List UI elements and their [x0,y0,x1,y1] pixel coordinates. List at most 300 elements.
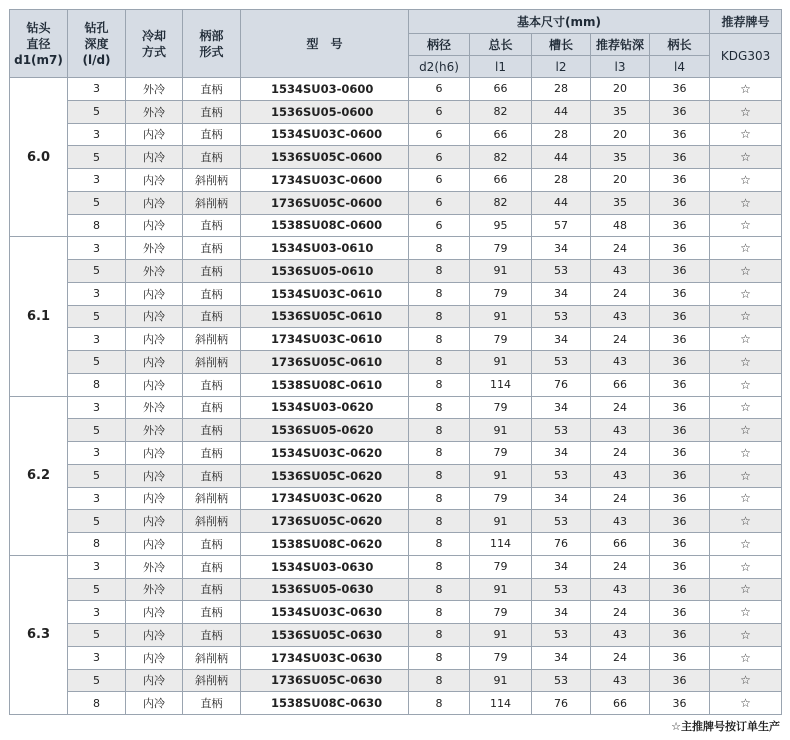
cell-model: 1534SU03C-0620 [241,442,409,465]
cell-l4: 36 [650,237,710,260]
header-diameter-line1: 钻头 [26,20,51,35]
table-row [10,442,782,465]
header-diameter-line3: d1(m7) [14,52,63,67]
cell-d2: 8 [409,237,470,260]
cell-cooling: 内冷 [126,487,183,510]
cell-grade-star: ☆ [710,578,782,601]
cell-l1: 82 [470,100,532,123]
table-row [10,169,782,192]
cell-depth: 5 [68,510,126,533]
cell-model: 1736SU05C-0630 [241,669,409,692]
cell-l2: 53 [532,419,591,442]
cell-depth: 5 [68,419,126,442]
header-sym-l1: l1 [470,56,532,78]
cell-model: 1538SU08C-0610 [241,373,409,396]
cell-l3: 20 [591,123,650,146]
cell-shank-type: 直柄 [183,305,241,328]
cell-grade-star: ☆ [710,123,782,146]
cell-l1: 79 [470,442,532,465]
cell-cooling: 内冷 [126,646,183,669]
header-dim-flute-length: 槽长 [532,34,591,56]
cell-l3: 43 [591,624,650,647]
cell-grade-star: ☆ [710,487,782,510]
cell-cooling: 内冷 [126,146,183,169]
cell-l2: 34 [532,282,591,305]
cell-shank-type: 直柄 [183,282,241,305]
cell-depth: 5 [68,624,126,647]
header-diameter-line2: 直径 [26,36,51,51]
cell-d2: 8 [409,533,470,556]
cell-shank-type: 斜削柄 [183,169,241,192]
cell-l4: 36 [650,373,710,396]
header-model: 型 号 [241,10,409,78]
cell-model: 1534SU03C-0600 [241,123,409,146]
table-row [10,578,782,601]
header-sym-l2: l2 [532,56,591,78]
cell-shank-type: 直柄 [183,78,241,101]
cell-l3: 66 [591,533,650,556]
cell-d2: 8 [409,419,470,442]
cell-d2: 8 [409,646,470,669]
cell-l1: 114 [470,373,532,396]
cell-cooling: 外冷 [126,578,183,601]
table-row [10,464,782,487]
table-row [10,510,782,533]
cell-l3: 43 [591,669,650,692]
header-dim-shank-length: 柄长 [650,34,710,56]
cell-l2: 53 [532,260,591,283]
cell-cooling: 内冷 [126,669,183,692]
cell-l4: 36 [650,555,710,578]
cell-l4: 36 [650,669,710,692]
cell-cooling: 外冷 [126,237,183,260]
cell-l3: 24 [591,237,650,260]
cell-l1: 79 [470,646,532,669]
cell-l2: 34 [532,396,591,419]
cell-l4: 36 [650,351,710,374]
cell-l2: 34 [532,442,591,465]
cell-l4: 36 [650,214,710,237]
cell-model: 1736SU05C-0620 [241,510,409,533]
header-basic-dims: 基本尺寸(mm) [409,10,710,34]
cell-shank-type: 直柄 [183,123,241,146]
cell-l1: 82 [470,191,532,214]
header-sym-l3: l3 [591,56,650,78]
cell-grade-star: ☆ [710,442,782,465]
cell-l4: 36 [650,396,710,419]
cell-l4: 36 [650,419,710,442]
cell-l4: 36 [650,328,710,351]
cell-cooling: 内冷 [126,191,183,214]
cell-model: 1534SU03C-0630 [241,601,409,624]
header-dim-shank-dia: 柄径 [409,34,470,56]
cell-cooling: 内冷 [126,328,183,351]
cell-l2: 53 [532,510,591,533]
header-grade: KDG303 [710,34,782,78]
cell-cooling: 内冷 [126,282,183,305]
table-row [10,305,782,328]
cell-d2: 8 [409,305,470,328]
cell-l3: 35 [591,100,650,123]
cell-model: 1534SU03-0620 [241,396,409,419]
cell-grade-star: ☆ [710,510,782,533]
cell-shank-type: 直柄 [183,555,241,578]
cell-depth: 3 [68,646,126,669]
cell-l3: 24 [591,328,650,351]
cell-l1: 82 [470,146,532,169]
cell-cooling: 外冷 [126,555,183,578]
cell-l1: 91 [470,260,532,283]
cell-depth: 5 [68,191,126,214]
cell-shank-type: 直柄 [183,214,241,237]
header-cooling-line1: 冷却 [141,28,166,43]
cell-l1: 79 [470,601,532,624]
cell-l2: 28 [532,169,591,192]
cell-l4: 36 [650,123,710,146]
cell-l1: 91 [470,351,532,374]
cell-depth: 5 [68,305,126,328]
cell-model: 1536SU05-0610 [241,260,409,283]
cell-cooling: 外冷 [126,396,183,419]
cell-depth: 5 [68,669,126,692]
cell-l1: 91 [470,419,532,442]
cell-model: 1734SU03C-0630 [241,646,409,669]
cell-l4: 36 [650,624,710,647]
cell-depth: 8 [68,692,126,715]
cell-shank-type: 直柄 [183,464,241,487]
cell-l2: 53 [532,464,591,487]
cell-l1: 79 [470,396,532,419]
cell-l2: 28 [532,123,591,146]
table-row [10,146,782,169]
header-shank-line2: 形式 [199,44,224,59]
table-row [10,669,782,692]
cell-l2: 34 [532,328,591,351]
cell-l2: 53 [532,305,591,328]
cell-shank-type: 直柄 [183,100,241,123]
drill-spec-table [9,9,782,715]
cell-diameter-group: 6.1 [10,237,68,396]
cell-d2: 8 [409,260,470,283]
cell-d2: 8 [409,578,470,601]
cell-cooling: 内冷 [126,351,183,374]
cell-l4: 36 [650,442,710,465]
cell-cooling: 外冷 [126,260,183,283]
cell-d2: 6 [409,214,470,237]
cell-grade-star: ☆ [710,692,782,715]
cell-l2: 28 [532,78,591,101]
cell-depth: 3 [68,555,126,578]
table-header [10,10,782,78]
cell-l4: 36 [650,260,710,283]
cell-l3: 24 [591,646,650,669]
table-row [10,123,782,146]
cell-cooling: 内冷 [126,305,183,328]
cell-l4: 36 [650,146,710,169]
cell-depth: 3 [68,78,126,101]
cell-d2: 8 [409,487,470,510]
cell-l4: 36 [650,169,710,192]
table-row [10,533,782,556]
cell-model: 1736SU05C-0610 [241,351,409,374]
header-depth [68,10,126,78]
table-row [10,78,782,101]
cell-l3: 24 [591,442,650,465]
table-row [10,624,782,647]
cell-depth: 3 [68,396,126,419]
header-depth-line1: 钻孔 [84,20,109,35]
cell-shank-type: 斜削柄 [183,510,241,533]
cell-shank-type: 直柄 [183,146,241,169]
cell-d2: 8 [409,373,470,396]
cell-model: 1534SU03C-0610 [241,282,409,305]
cell-cooling: 外冷 [126,100,183,123]
cell-cooling: 内冷 [126,601,183,624]
cell-l2: 53 [532,669,591,692]
cell-depth: 3 [68,328,126,351]
cell-l3: 43 [591,260,650,283]
cell-model: 1734SU03C-0620 [241,487,409,510]
table-row [10,351,782,374]
cell-d2: 8 [409,351,470,374]
table-row [10,100,782,123]
cell-model: 1538SU08C-0620 [241,533,409,556]
cell-grade-star: ☆ [710,260,782,283]
header-sym-d2: d2(h6) [409,56,470,78]
cell-l3: 66 [591,373,650,396]
cell-l2: 76 [532,373,591,396]
cell-l2: 34 [532,601,591,624]
cell-cooling: 内冷 [126,442,183,465]
cell-depth: 5 [68,578,126,601]
cell-cooling: 外冷 [126,78,183,101]
cell-l1: 91 [470,578,532,601]
cell-grade-star: ☆ [710,533,782,556]
cell-grade-star: ☆ [710,669,782,692]
cell-depth: 3 [68,282,126,305]
cell-l3: 43 [591,464,650,487]
cell-l3: 20 [591,169,650,192]
cell-shank-type: 直柄 [183,373,241,396]
cell-l3: 48 [591,214,650,237]
cell-l1: 91 [470,464,532,487]
cell-d2: 6 [409,100,470,123]
cell-d2: 8 [409,510,470,533]
cell-diameter-group: 6.3 [10,555,68,714]
header-depth-line2: 深度 [84,36,109,51]
header-dim-rec-depth: 推荐钻深 [591,34,650,56]
cell-shank-type: 直柄 [183,601,241,624]
cell-depth: 3 [68,487,126,510]
cell-l3: 66 [591,692,650,715]
cell-shank-type: 直柄 [183,419,241,442]
cell-d2: 8 [409,555,470,578]
header-sym-l4: l4 [650,56,710,78]
cell-depth: 8 [68,533,126,556]
cell-l1: 79 [470,237,532,260]
cell-depth: 5 [68,260,126,283]
cell-d2: 8 [409,328,470,351]
cell-l1: 91 [470,669,532,692]
cell-grade-star: ☆ [710,351,782,374]
cell-grade-star: ☆ [710,100,782,123]
cell-l4: 36 [650,464,710,487]
cell-l2: 44 [532,191,591,214]
table-row [10,237,782,260]
cell-model: 1536SU05-0600 [241,100,409,123]
cell-l4: 36 [650,510,710,533]
cell-l1: 114 [470,692,532,715]
cell-model: 1536SU05C-0630 [241,624,409,647]
cell-l3: 20 [591,78,650,101]
cell-shank-type: 斜削柄 [183,487,241,510]
cell-cooling: 内冷 [126,624,183,647]
cell-shank-type: 直柄 [183,237,241,260]
table-row [10,191,782,214]
cell-l4: 36 [650,191,710,214]
cell-model: 1534SU03-0610 [241,237,409,260]
cell-l2: 34 [532,487,591,510]
cell-l2: 53 [532,624,591,647]
header-cooling-line2: 方式 [141,44,166,59]
header-dim-total-length: 总长 [470,34,532,56]
cell-d2: 8 [409,669,470,692]
cell-model: 1536SU05C-0610 [241,305,409,328]
cell-d2: 8 [409,442,470,465]
cell-l4: 36 [650,692,710,715]
cell-grade-star: ☆ [710,396,782,419]
cell-shank-type: 斜削柄 [183,328,241,351]
cell-l2: 76 [532,533,591,556]
cell-l1: 66 [470,78,532,101]
table-row [10,214,782,237]
cell-model: 1536SU05C-0620 [241,464,409,487]
cell-depth: 8 [68,214,126,237]
cell-depth: 5 [68,100,126,123]
cell-shank-type: 斜削柄 [183,669,241,692]
cell-cooling: 内冷 [126,510,183,533]
header-shank-type [183,10,241,78]
cell-d2: 6 [409,169,470,192]
cell-shank-type: 直柄 [183,578,241,601]
cell-l1: 79 [470,328,532,351]
cell-cooling: 内冷 [126,123,183,146]
cell-grade-star: ☆ [710,328,782,351]
cell-l1: 114 [470,533,532,556]
cell-depth: 5 [68,351,126,374]
cell-depth: 3 [68,442,126,465]
cell-model: 1536SU05C-0600 [241,146,409,169]
cell-grade-star: ☆ [710,169,782,192]
cell-cooling: 内冷 [126,692,183,715]
cell-l2: 44 [532,100,591,123]
cell-l2: 76 [532,692,591,715]
cell-d2: 8 [409,396,470,419]
cell-l2: 34 [532,646,591,669]
cell-depth: 3 [68,601,126,624]
cell-grade-star: ☆ [710,601,782,624]
header-shank-line1: 柄部 [199,28,224,43]
cell-l3: 24 [591,601,650,624]
cell-l2: 44 [532,146,591,169]
table-row [10,646,782,669]
cell-model: 1538SU08C-0600 [241,214,409,237]
cell-l4: 36 [650,646,710,669]
cell-grade-star: ☆ [710,282,782,305]
header-diameter [10,10,68,78]
cell-grade-star: ☆ [710,214,782,237]
cell-diameter-group: 6.0 [10,78,68,237]
cell-grade-star: ☆ [710,305,782,328]
cell-model: 1538SU08C-0630 [241,692,409,715]
cell-cooling: 内冷 [126,464,183,487]
table-row [10,692,782,715]
cell-model: 1536SU05-0630 [241,578,409,601]
cell-l1: 91 [470,305,532,328]
cell-l2: 53 [532,351,591,374]
cell-l1: 66 [470,123,532,146]
cell-l4: 36 [650,100,710,123]
cell-grade-star: ☆ [710,78,782,101]
header-depth-line3: (l/d) [82,52,111,67]
cell-grade-star: ☆ [710,373,782,396]
cell-shank-type: 直柄 [183,624,241,647]
cell-depth: 3 [68,237,126,260]
cell-shank-type: 斜削柄 [183,351,241,374]
cell-l4: 36 [650,305,710,328]
cell-shank-type: 直柄 [183,692,241,715]
cell-l1: 79 [470,282,532,305]
cell-d2: 6 [409,146,470,169]
table-body [10,78,782,715]
cell-l3: 24 [591,396,650,419]
table-row [10,373,782,396]
table-row [10,601,782,624]
cell-l3: 24 [591,282,650,305]
cell-grade-star: ☆ [710,191,782,214]
cell-l4: 36 [650,601,710,624]
cell-l3: 35 [591,146,650,169]
cell-model: 1534SU03-0630 [241,555,409,578]
table-row [10,487,782,510]
cell-shank-type: 直柄 [183,533,241,556]
cell-d2: 6 [409,78,470,101]
cell-l4: 36 [650,578,710,601]
cell-shank-type: 直柄 [183,396,241,419]
cell-diameter-group: 6.2 [10,396,68,555]
cell-depth: 3 [68,123,126,146]
cell-l2: 57 [532,214,591,237]
cell-d2: 6 [409,191,470,214]
cell-depth: 5 [68,464,126,487]
cell-cooling: 内冷 [126,533,183,556]
cell-d2: 8 [409,692,470,715]
cell-model: 1734SU03C-0610 [241,328,409,351]
cell-shank-type: 斜削柄 [183,191,241,214]
cell-l3: 24 [591,555,650,578]
cell-l3: 35 [591,191,650,214]
spec-table-container [9,9,781,715]
cell-l3: 43 [591,510,650,533]
table-row [10,419,782,442]
cell-l3: 43 [591,419,650,442]
cell-grade-star: ☆ [710,646,782,669]
cell-shank-type: 斜削柄 [183,646,241,669]
cell-model: 1536SU05-0620 [241,419,409,442]
cell-grade-star: ☆ [710,237,782,260]
cell-d2: 8 [409,464,470,487]
cell-d2: 8 [409,624,470,647]
